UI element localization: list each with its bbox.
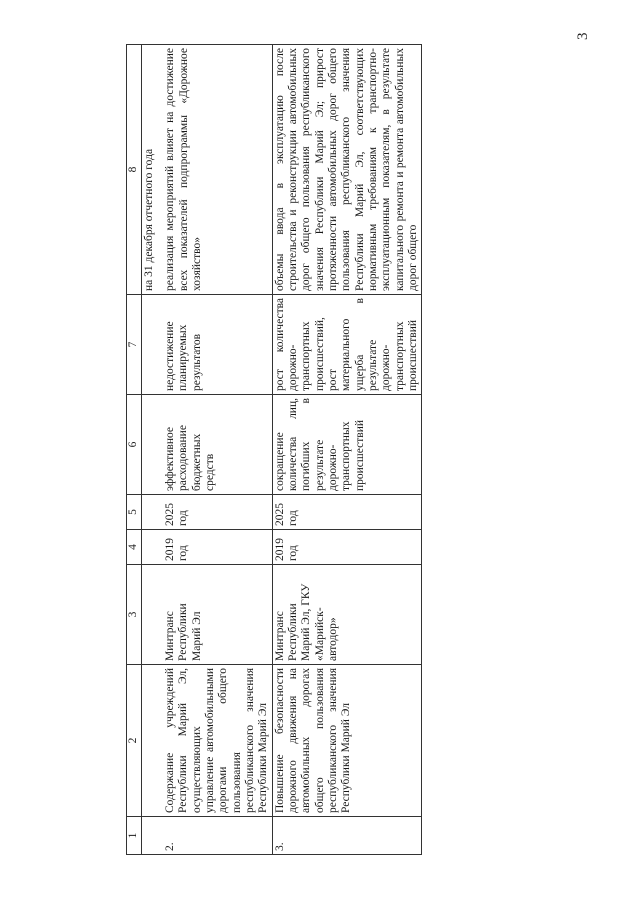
start-year: 2019 год [142, 530, 273, 565]
executor: Минтранс Республики Марий Эл [142, 565, 273, 665]
table-row [142, 45, 273, 855]
table-header-row [127, 45, 142, 855]
header-cell: 5 [127, 495, 142, 530]
header-cell: 2 [127, 665, 142, 817]
risk-consequence: рост количества дорожно-транспортных происшествий, рост материального ущерба в результате дорожно-транспортных происшествий [272, 295, 422, 395]
end-year: 2025 год [142, 495, 273, 530]
start-year: 2019 год [272, 530, 422, 565]
header-cell: 8 [127, 45, 142, 295]
row-number: 2. [142, 817, 273, 855]
measure-name: Повышение безопасности дорожного движения на автомобильных дорогах общего пользования республиканского значения Республики Марий Эл [272, 665, 422, 817]
header-cell: 1 [127, 817, 142, 855]
rotated-table-container [126, 45, 556, 855]
continuation-note: на 31 декабря отчетного года [143, 148, 155, 291]
indicator-link-text: реализация мероприятий влияет на достижение всех показателей подпрограммы «Дорожное хозяйство» [164, 48, 203, 291]
executor: Минтранс Республики Марий Эл, ГКУ «Марийск-автодор» [272, 565, 422, 665]
expected-result: сокращение количества лиц, погибших в результате дорожно-транспортных происшествий [272, 395, 422, 495]
header-cell: 4 [127, 530, 142, 565]
end-year: 2025 год [272, 495, 422, 530]
table-row [272, 45, 422, 855]
measures-table [126, 44, 422, 855]
risk-consequence: недостижение планируемых результатов [142, 295, 273, 395]
expected-result: эффективное расходование бюджетных средств [142, 395, 273, 495]
header-cell: 6 [127, 395, 142, 495]
header-cell: 7 [127, 295, 142, 395]
indicator-link [142, 45, 273, 295]
header-cell: 3 [127, 565, 142, 665]
row-number: 3. [272, 817, 422, 855]
indicator-link: объемы ввода в эксплуатацию после строительства и реконструкции автомобильных дорог общего пользования республиканского значения Республики Марий Эл; прирост протяженности автомобильных дорог общего пользования республиканского значения Республики Марий Эл, соответствующих нормативным требованиям к транспортно-эксплуатационным показателям, в результате капитального ремонта и ремонта автомобильных дорог общего [272, 45, 422, 295]
page-number: 3 [575, 32, 591, 40]
measure-name: Содержание учреждений Республики Марий Эл, осуществляющих управление автомобильными дорогами общего пользования республиканского значения Республики Марий Эл [142, 665, 273, 817]
